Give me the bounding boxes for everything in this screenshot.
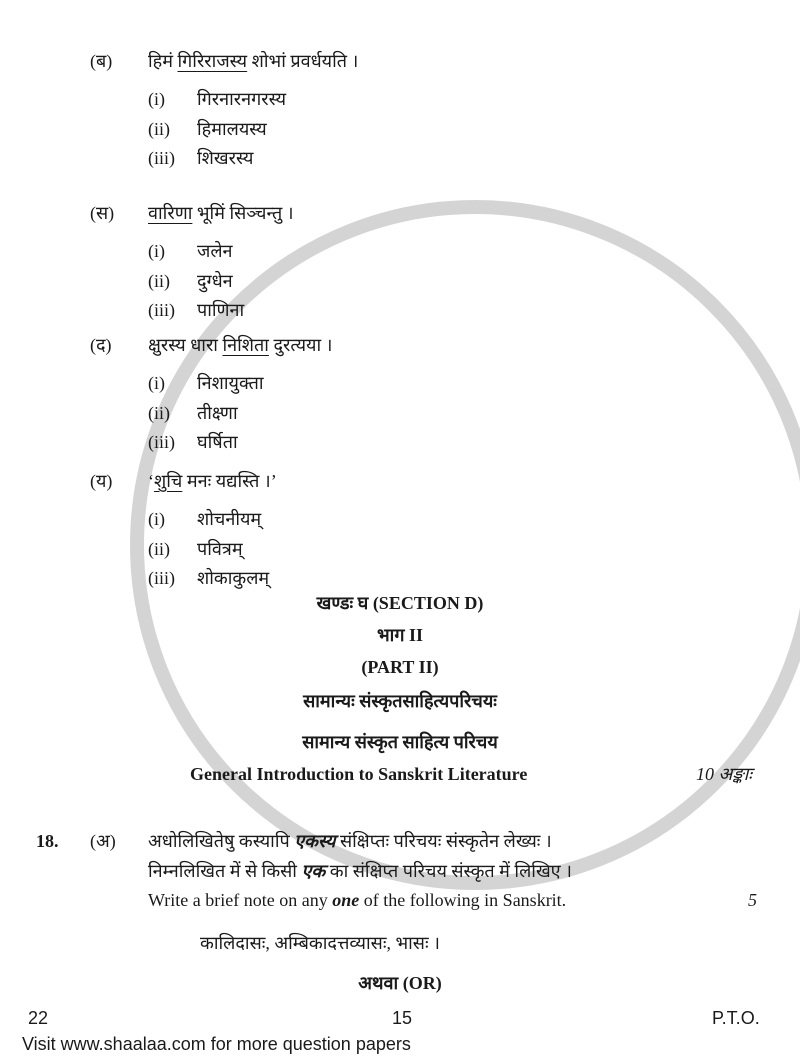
stem-text: क्षुरस्य धारा xyxy=(148,335,223,355)
option-number: (iii) xyxy=(148,568,175,588)
question-label: (द) xyxy=(90,335,112,355)
question-label: (य) xyxy=(90,471,113,491)
option-number: (ii) xyxy=(148,538,170,559)
option-number: (ii) xyxy=(148,402,170,423)
visit-link[interactable]: Visit www.shaalaa.com for more question papers xyxy=(22,1034,411,1054)
question-stem xyxy=(148,334,332,356)
underlined-word: गिरिराजस्य xyxy=(177,51,248,71)
option-text: हिमालयस्य xyxy=(197,118,267,139)
stem-text: ‘ xyxy=(148,471,154,491)
question-options: कालिदासः, अम्बिकादत्तव्यासः, भासः । xyxy=(200,933,440,953)
question-stem xyxy=(148,50,358,72)
or-divider: अथवा (OR) xyxy=(358,973,442,993)
question-stem xyxy=(148,470,277,492)
stem-text: दुरत्यया । xyxy=(268,335,333,355)
option-text: पवित्रम् xyxy=(197,538,243,559)
stem-text: शोभां प्रवर्धयति । xyxy=(247,51,359,71)
page-number: 15 xyxy=(392,1008,413,1028)
option-number: (ii) xyxy=(148,270,170,291)
option-number: (i) xyxy=(148,509,165,529)
option-text: गिरनारनगरस्य xyxy=(197,89,287,109)
option-number: (i) xyxy=(148,373,165,393)
section-marks: 10 अङ्काः xyxy=(696,764,752,784)
part-hindi: भाग II xyxy=(377,625,423,645)
title-hindi: सामान्य संस्कृत साहित्य परिचय xyxy=(302,732,498,752)
stem-text: हिमं xyxy=(148,51,178,71)
question-line-english: Write a brief note on any one of the following in Sanskrit. xyxy=(148,890,567,910)
question-label: (स) xyxy=(90,203,115,223)
question-label: (ब) xyxy=(90,51,113,71)
option-number: (ii) xyxy=(148,118,170,139)
option-text: शिखरस्य xyxy=(197,148,254,168)
option-text: दुग्धेन xyxy=(197,270,233,291)
option-text: तीक्ष्णा xyxy=(197,402,238,423)
question-stem xyxy=(148,202,294,224)
question-number: 18. xyxy=(36,831,59,851)
underlined-word: शुचि xyxy=(154,471,183,491)
option-number: (iii) xyxy=(148,148,175,168)
question-line-sanskrit: अधोलिखितेषु कस्यापि एकस्य संक्षिप्तः परिचयः संस्कृतेन लेख्यः । xyxy=(148,831,552,851)
option-number: (iii) xyxy=(148,432,175,452)
underlined-word: वारिणा xyxy=(148,203,193,223)
stem-text: भूमिं सिञ्चन्तु । xyxy=(192,203,294,223)
option-text: पाणिना xyxy=(197,300,245,320)
question-marks: 5 xyxy=(748,890,757,910)
section-heading: खण्डः घ (SECTION D) xyxy=(316,593,484,613)
option-number: (i) xyxy=(148,241,165,261)
question-line-hindi: निम्नलिखित में से किसी एक का संक्षिप्त परिचय संस्कृत में लिखिए । xyxy=(148,861,572,881)
underlined-word: निशिता xyxy=(222,335,269,355)
option-text: शोकाकुलम् xyxy=(197,568,270,588)
option-text: शोचनीयम् xyxy=(197,509,262,529)
part-english: (PART II) xyxy=(361,657,439,677)
title-english: General Introduction to Sanskrit Literature xyxy=(190,764,528,784)
option-number: (iii) xyxy=(148,300,175,320)
option-number: (i) xyxy=(148,89,165,109)
title-sanskrit: सामान्यः संस्कृतसाहित्यपरिचयः xyxy=(303,691,497,711)
footer-code: 22 xyxy=(28,1008,49,1028)
pto-label: P.T.O. xyxy=(712,1008,760,1028)
option-text: जलेन xyxy=(197,241,233,261)
option-text: घर्षिता xyxy=(197,432,238,452)
stem-text: मनः यद्यस्ति ।’ xyxy=(182,471,277,491)
question-label: (अ) xyxy=(90,831,116,851)
option-text: निशायुक्ता xyxy=(197,373,264,393)
